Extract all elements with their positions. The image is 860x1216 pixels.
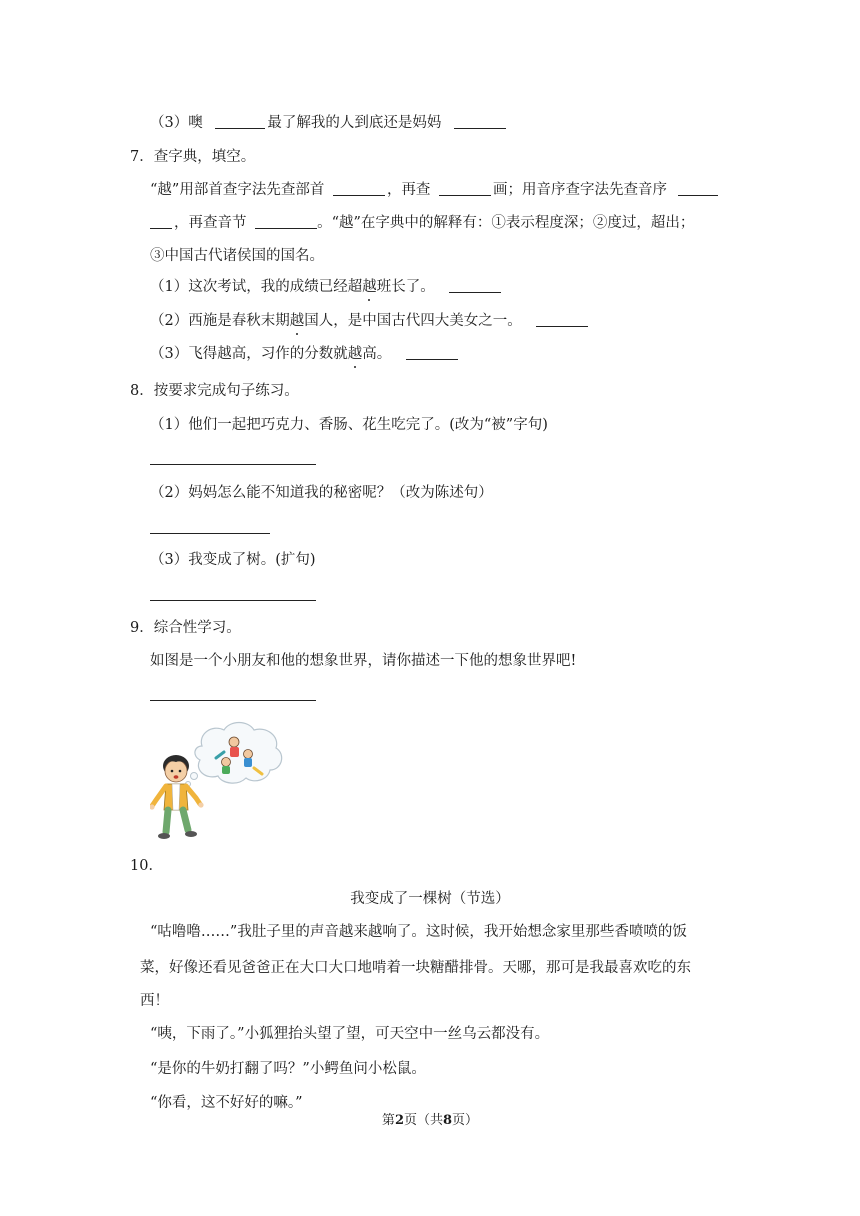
- current-page-number: 2: [394, 1113, 404, 1128]
- passage-line: 西！: [140, 993, 169, 1009]
- q8-sentence1: [150, 415, 548, 435]
- q6-item3: [150, 113, 506, 133]
- sentence-text: （3）飞得越高，习作的分数就: [150, 346, 348, 362]
- sentence-text: （1）这次考试，我的成绩已经超: [150, 279, 363, 295]
- passage-line: “咦，下雨了。”小狐狸抬头望了望，可天空中一丝乌云都没有。: [150, 1026, 550, 1042]
- q7-sentence2: [150, 311, 588, 331]
- emphasized-char: 越: [362, 279, 377, 295]
- footer-text: 页（共: [403, 1113, 443, 1128]
- q7-text: 。“越”在字典中的解释有：①表示程度深；②度过，超出；: [317, 215, 695, 231]
- footer-text: 第: [381, 1113, 395, 1128]
- page-footer: [0, 1112, 860, 1130]
- q8-heading: [130, 381, 299, 401]
- sentence-text: 国人，是中国古代四大美女之一。: [304, 313, 522, 329]
- q8-sentence3: [150, 550, 316, 570]
- sentence-text: （2）西施是春秋末期: [150, 313, 290, 329]
- q6-item3-prefix: （3）噢: [150, 115, 203, 131]
- q6-item3-text: 最了解我的人到底还是妈妈: [267, 115, 442, 131]
- question-number: 10．: [130, 858, 163, 874]
- answer-blank[interactable]: [439, 181, 491, 196]
- answer-blank[interactable]: [333, 181, 385, 196]
- emphasized-char: 越: [289, 313, 305, 329]
- answer-line[interactable]: [150, 533, 270, 534]
- answer-blank[interactable]: [255, 214, 317, 229]
- question-title: 综合性学习。: [153, 620, 241, 636]
- sentence-text: 高。: [362, 346, 392, 362]
- passage-title: 我变成了一棵树（节选）: [350, 891, 510, 907]
- q7-sentence1: [150, 277, 501, 297]
- answer-blank[interactable]: [454, 114, 506, 129]
- passage-line: “你看，这不好好的嘛。”: [150, 1095, 303, 1111]
- passage-line: 菜，好像还看见爸爸正在大口大口地啃着一块糖醋排骨。天哪，那可是我最喜欢吃的东: [140, 960, 691, 976]
- question-number: 8．: [130, 383, 154, 399]
- question-number: 7．: [130, 149, 154, 165]
- total-pages-number: 8: [443, 1113, 453, 1128]
- q10-heading: [130, 856, 163, 876]
- q7-text: ，再查音节: [174, 215, 247, 231]
- answer-blank[interactable]: [449, 278, 501, 293]
- sentence-text: （1）他们一起把巧克力、香肠、花生吃完了。(改为“被”字句): [150, 417, 548, 433]
- sentence-text: （3）我变成了树。(扩句): [150, 552, 316, 568]
- answer-line[interactable]: [150, 700, 316, 701]
- passage-line: “咕噜噜……”我肚子里的声音越来越响了。这时候，我开始想念家里那些香喷喷的饭: [150, 924, 687, 940]
- answer-blank[interactable]: [678, 181, 718, 196]
- question-title: 查字典，填空。: [153, 149, 256, 165]
- q9-prompt: [150, 651, 576, 671]
- q7-line2: [150, 213, 694, 233]
- answer-line[interactable]: [150, 600, 316, 601]
- q7-sentence3: [150, 344, 458, 364]
- answer-blank[interactable]: [215, 114, 265, 129]
- boy-imagination-illustration: [150, 714, 290, 844]
- prompt-text: 如图是一个小朋友和他的想象世界，请你描述一下他的想象世界吧!: [150, 653, 577, 669]
- passage-line: “是你的牛奶打翻了吗？”小鳄鱼问小松鼠。: [150, 1061, 426, 1077]
- question-title: 按要求完成句子练习。: [153, 383, 299, 399]
- q7-line3: [150, 246, 324, 266]
- q7-text: “越”用部首查字法先查部首: [150, 182, 325, 198]
- q7-heading: [130, 147, 255, 167]
- answer-blank[interactable]: [406, 345, 458, 360]
- question-number: 9．: [130, 620, 154, 636]
- q7-text: ，再查: [386, 182, 431, 198]
- answer-blank[interactable]: [150, 214, 172, 229]
- q8-sentence2: [150, 483, 493, 503]
- answer-line[interactable]: [150, 464, 316, 465]
- q7-line1: [150, 180, 718, 200]
- q9-heading: [130, 618, 241, 638]
- sentence-text: （2）妈妈怎么能不知道我的秘密呢？（改为陈述句）: [150, 485, 493, 501]
- answer-blank[interactable]: [536, 312, 588, 327]
- sentence-text: 班长了。: [376, 279, 435, 295]
- q7-text: 画；用音序查字法先查音序: [493, 182, 668, 198]
- emphasized-char: 越: [347, 346, 363, 362]
- q7-text: ③中国古代诸侯国的国名。: [150, 248, 324, 264]
- footer-text: 页）: [452, 1113, 479, 1128]
